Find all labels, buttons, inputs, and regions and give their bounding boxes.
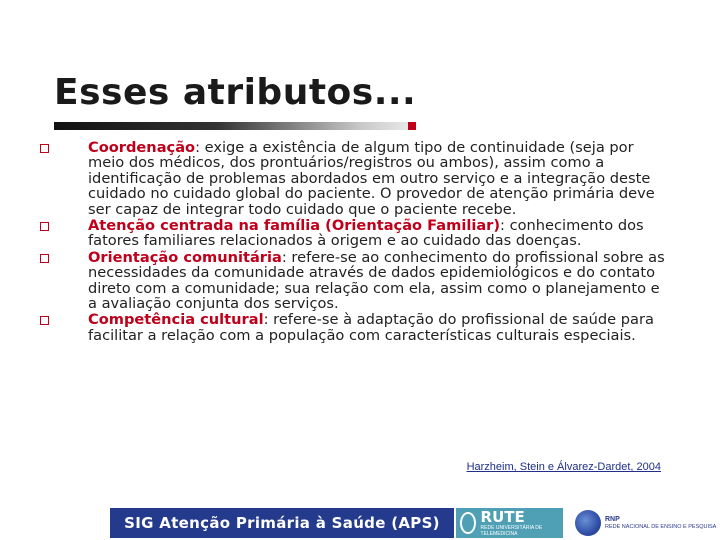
rute-logo — [456, 508, 563, 538]
footer-bar — [110, 508, 720, 538]
rute-name: RUTE — [480, 508, 525, 526]
bullet-term: Competência cultural — [88, 311, 264, 329]
bullet-term: Orientação comunitária — [88, 248, 282, 266]
title-underline — [54, 122, 416, 130]
square-bullet-icon — [40, 254, 49, 263]
slide-title: Esses atributos... — [54, 72, 417, 113]
bullet-term: Atenção centrada na família (Orientação Familiar) — [88, 217, 501, 235]
bullet-atencao-familia — [40, 218, 670, 249]
rnp-logo — [573, 508, 720, 538]
bullet-coordenacao — [40, 140, 670, 217]
bullet-text: : refere-se à adaptação do profissional de saúde para facilitar a relação com a população com características culturais especiais. — [88, 311, 654, 344]
bullet-text: : conhecimento dos fatores familiares relacionados à origem e ao cuidado das doenças. — [88, 217, 644, 250]
title-underline-accent — [408, 122, 416, 130]
bullet-list — [40, 140, 670, 344]
bullet-text: : exige a existência de algum tipo de continuidade (seja por meio dos médicos, dos prontuários/registros ou ambos), assim como a identificação de problemas abordados em outro serviço e a integração deste cuidado no cuidado global do paciente. O provedor de atenção primária deve ser capaz de integrar todo cuidado que o paciente recebe. — [88, 139, 655, 218]
sig-banner: SIG Atenção Primária à Saúde (APS) — [110, 508, 454, 538]
citation-link[interactable]: Harzheim, Stein e Álvarez-Dardet, 2004 — [466, 461, 661, 473]
square-bullet-icon — [40, 316, 49, 325]
rnp-full-name: REDE NACIONAL DE ENSINO E PESQUISA — [605, 523, 717, 530]
bullet-orientacao-comunitaria — [40, 250, 670, 312]
rute-logo-icon — [460, 512, 476, 534]
square-bullet-icon — [40, 144, 49, 153]
square-bullet-icon — [40, 222, 49, 231]
rute-subtitle: REDE UNIVERSITÁRIA DE TELEMEDICINA — [480, 525, 543, 537]
bullet-text: : refere-se ao conhecimento do profissional sobre as necessidades da comunidade através de dados epidemiológicos e do contato direto com a comunidade; sua relação com ela, assim como o planejamento e a avaliação conjunta dos serviços. — [88, 248, 665, 313]
bullet-competencia-cultural — [40, 312, 670, 343]
bullet-term: Coordenação — [88, 139, 196, 156]
globe-icon — [575, 510, 601, 536]
rnp-abbr: RNP — [605, 515, 620, 523]
